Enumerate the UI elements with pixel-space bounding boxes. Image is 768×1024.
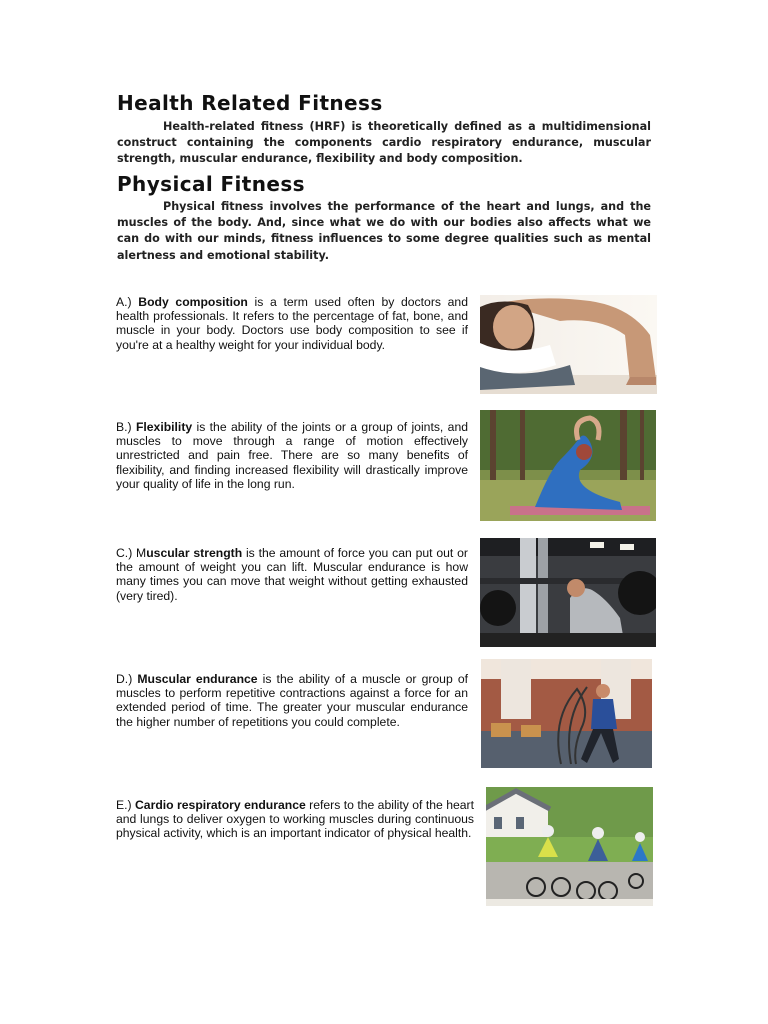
yoga-pose-photo xyxy=(480,410,656,521)
health-related-fitness-heading: Health Related Fitness xyxy=(117,91,383,115)
pf-body-text: Physical fitness involves the performance of the heart and lungs, and the muscles of the body. And, since what we do with our bodies also affects what we can do with our minds, fitness influences to some degree qualities such as mental alertness and emotional stability. xyxy=(117,200,651,262)
item-term: Body composition xyxy=(138,295,248,309)
family-cycling-photo xyxy=(486,787,653,906)
item-text: is a term used often by doctors and health professionals. It refers to the percentage of fat, bone, and muscle in your body. Doctors use body composition to see if you're at a healthy weight for your individual body. xyxy=(116,295,468,352)
item-term: uscular strength xyxy=(146,546,243,560)
item-term: Muscular endurance xyxy=(137,672,258,686)
item-prefix: D.) xyxy=(116,672,138,686)
item-muscular-endurance xyxy=(116,672,468,729)
item-term: Cardio respiratory endurance xyxy=(135,798,306,812)
hrf-body-text: Health-related fitness (HRF) is theoretically defined as a multidimensional construct containing the components cardio respiratory endurance, muscular strength, muscular endurance, flexibility and body composition. xyxy=(117,120,651,166)
item-body-composition xyxy=(116,295,468,352)
item-prefix: B.) xyxy=(116,420,136,434)
health-related-fitness-paragraph xyxy=(117,119,651,168)
woman-pushup-photo xyxy=(480,295,657,394)
item-flexibility xyxy=(116,420,468,491)
item-prefix: A.) xyxy=(116,295,139,309)
item-text: is the ability of the joints or a group of joints, and muscles to move through a range of motion effectively unrestricted and pain free. There are so many benefits of flexibility, and finding increased flexibility will drastically improve your quality of life in the long run. xyxy=(116,420,468,491)
physical-fitness-paragraph xyxy=(117,199,651,264)
item-text: refers to the ability of the heart and lungs to deliver oxygen to working muscles during continuous physical activity, which is an important indicator of physical health. xyxy=(116,798,474,841)
physical-fitness-heading: Physical Fitness xyxy=(117,172,305,196)
item-term: Flexibility xyxy=(135,420,193,434)
item-cardio-respiratory-endurance xyxy=(116,798,474,841)
item-text: is the amount of force you can put out or the amount of weight you can lift. Muscular endurance is how many times you can move that weight without getting exhausted (very tired). xyxy=(116,546,468,603)
battle-ropes-photo xyxy=(481,659,652,768)
item-muscular-strength xyxy=(116,546,468,603)
item-prefix: C.) M xyxy=(116,546,147,560)
gym-weightlifting-photo xyxy=(480,538,656,647)
item-prefix: E.) xyxy=(116,798,135,812)
item-text: is the ability of a muscle or group of muscles to perform repetitive contractions against a force for an extended period of time. The greater your muscular endurance the higher number of repetitions you could complete. xyxy=(116,672,468,729)
